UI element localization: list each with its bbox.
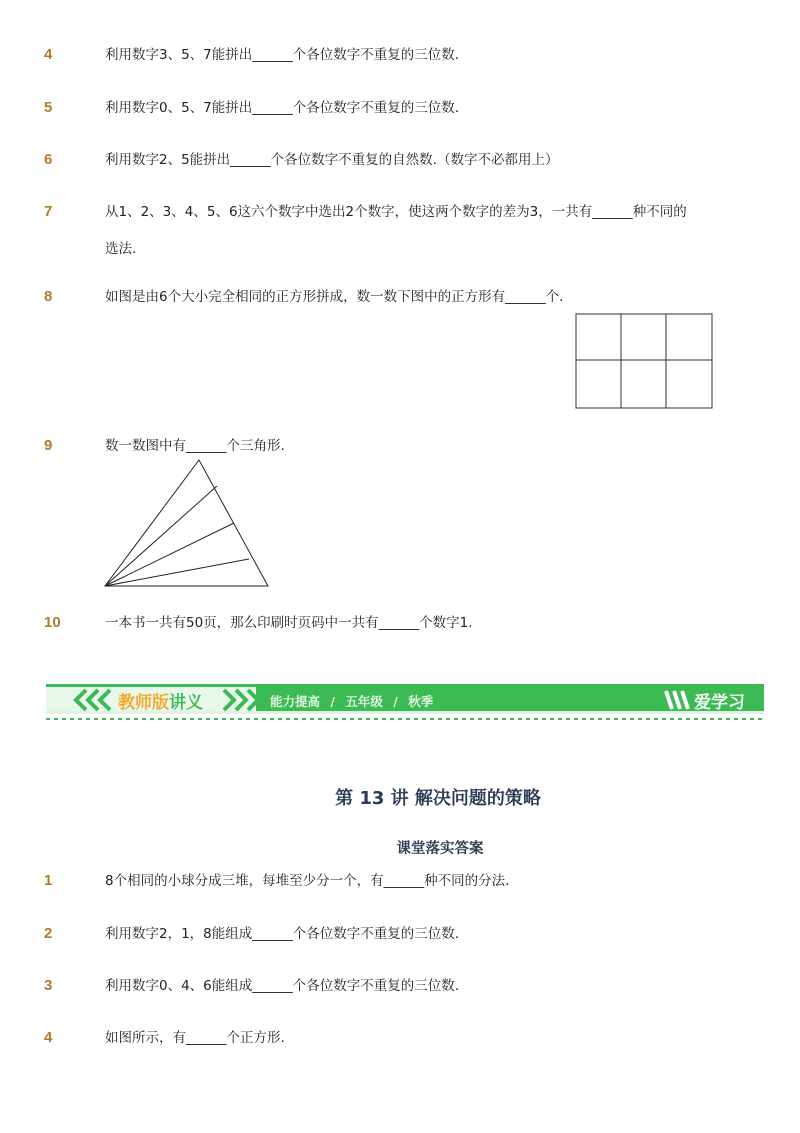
teacher-edition-banner: [46, 684, 764, 716]
question-text: 利用数字3、5、7能拼出______个各位数字不重复的三位数.: [105, 47, 460, 63]
question-text: 利用数字0、5、7能拼出______个各位数字不重复的三位数.: [105, 100, 460, 116]
triangle-ray: [105, 523, 234, 586]
question-number: 4: [44, 1029, 53, 1046]
question-number: 2: [44, 925, 53, 942]
lesson-title: 第 13 讲 解决问题的策略: [335, 788, 541, 809]
question-number: 7: [44, 203, 53, 220]
question-text: 利用数字2、5能拼出______个各位数字不重复的自然数.（数字不必都用上）: [105, 152, 559, 168]
breadcrumb-item: 秋季: [408, 694, 434, 709]
triangle-ray: [105, 486, 217, 586]
breadcrumb-separator: /: [393, 694, 398, 709]
brand-logo-icon: [662, 688, 692, 712]
question-text: 如图所示，有______个正方形.: [105, 1030, 285, 1046]
question-text: 利用数字0、4、6能组成______个各位数字不重复的三位数.: [105, 978, 460, 994]
question-text: 利用数字2，1，8能组成______个各位数字不重复的三位数.: [105, 926, 460, 942]
question-text-continued: 选法.: [105, 241, 137, 257]
triangle-ray: [105, 559, 249, 586]
section-subtitle: 课堂落实答案: [396, 841, 484, 857]
question-text: 8个相同的小球分成三堆，每堆至少分一个，有______种不同的分法.: [105, 873, 510, 889]
banner-label-main: 教师版: [118, 693, 169, 713]
question-number: 5: [44, 99, 53, 116]
question-text: 一本书一共有50页，那么印刷时页码中一共有______个数字1.: [105, 615, 473, 631]
breadcrumb-separator: /: [330, 694, 335, 709]
question-number: 8: [44, 288, 53, 305]
triangle-outline: [105, 460, 268, 586]
question-number: 1: [44, 872, 53, 889]
question-number: 6: [44, 151, 53, 168]
question-text: 数一数图中有______个三角形.: [105, 438, 285, 454]
breadcrumb-item: 五年级: [345, 694, 383, 709]
question-number: 4: [44, 46, 53, 63]
chevron-right-icon: [222, 688, 262, 712]
question-number: 3: [44, 977, 53, 994]
question-text: 如图是由6个大小完全相同的正方形拼成，数一数下图中的正方形有______个.: [105, 289, 564, 305]
breadcrumb-item: 能力提高: [270, 694, 321, 709]
question-number: 9: [44, 437, 53, 454]
square-grid-figure: [575, 313, 715, 411]
chevron-left-icon: [72, 688, 112, 712]
banner-label-accent: 讲义: [169, 693, 203, 713]
breadcrumb: [270, 692, 433, 710]
question-number: 10: [44, 614, 61, 631]
question-text: 从1、2、3、4、5、6这六个数字中选出2个数字，使这两个数字的差为3，一共有______种不同的: [105, 204, 687, 220]
banner-label: [118, 688, 203, 713]
grid-outline: [576, 314, 712, 408]
triangle-figure: [100, 455, 275, 590]
brand-name: 爱学习: [694, 693, 745, 713]
